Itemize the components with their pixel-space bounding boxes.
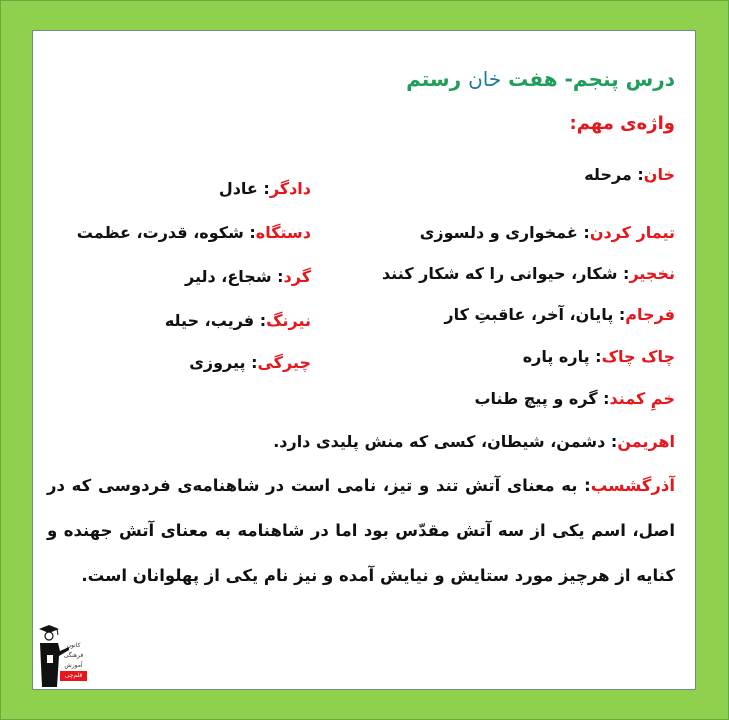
vocab-term: چیرگی <box>257 353 311 372</box>
vocab-definition: : عادل <box>218 179 270 198</box>
logo-line: کانون <box>66 642 81 649</box>
vocab-paragraph <box>47 463 675 598</box>
publisher-logo <box>35 621 87 687</box>
vocab-term: خمِ کمند <box>609 389 675 408</box>
vocab-definition: : پیروزی <box>189 353 258 372</box>
lesson-title <box>406 67 675 91</box>
vocab-term: گرد <box>283 267 311 286</box>
vocabulary-heading: واژه‌ی مهم: <box>569 113 675 134</box>
vocab-term: خان <box>643 165 675 184</box>
vocab-definition: : مرحله <box>584 165 644 184</box>
vocab-definition: : فریب، حیله <box>164 311 267 330</box>
vocab-entry <box>273 432 675 451</box>
vocab-definition: : شجاع، دلیر <box>185 267 284 286</box>
vocab-term: فرجام <box>625 305 675 324</box>
vocab-term: آذرگشسب <box>590 476 675 495</box>
vocab-term: دادگر <box>269 179 311 198</box>
title-accent: خان <box>468 67 502 91</box>
vocab-entry <box>584 165 675 184</box>
vocab-entry <box>444 305 675 324</box>
vocab-entry <box>77 223 311 242</box>
vocab-definition: : پایان، آخر، عاقبتِ کار <box>444 305 626 324</box>
title-part1: درس پنجم- هفت <box>501 67 675 91</box>
vocab-entry <box>382 264 675 283</box>
logo-text <box>60 641 87 681</box>
vocab-definition: : غمخواری و دلسوزی <box>419 223 590 242</box>
vocab-definition: : شکوه، قدرت، عظمت <box>76 223 256 242</box>
vocab-term: تیمار کردن <box>589 223 675 242</box>
vocab-entry <box>185 267 311 286</box>
vocab-definition: : به معنای آتش تند و تیز، نامی است در شاهنامه‌ی فردوسی که در اصل، اسم یکی از سه آتش مقدّس بود اما در شاهنامه به معنای آتش جهنده و کنایه از هرچیز مورد ستایش و نیایش آمده و نیز نام یکی از پهلوانان است. <box>47 476 675 585</box>
vocab-definition: : دشمن، شیطان، کسی که منش پلیدی دارد. <box>273 432 618 451</box>
vocab-entry <box>189 353 311 372</box>
vocab-entry <box>420 223 675 242</box>
vocab-term: اهریمن <box>617 432 675 451</box>
logo-line: قلم‌چی <box>60 671 87 681</box>
vocab-entry <box>523 347 675 366</box>
vocab-term: نیرنگ <box>266 311 311 330</box>
vocab-definition: : شکار، حیوانی را که شکار کنند <box>381 264 630 283</box>
logo-line: فرهنگی <box>63 652 84 659</box>
vocab-entry <box>474 389 675 408</box>
vocab-definition: : گره و پیچ طناب <box>474 389 610 408</box>
vocab-entry <box>165 311 311 330</box>
logo-line: آموزش <box>64 662 83 669</box>
vocab-term: چاک چاک <box>601 347 675 366</box>
vocab-term: دستگاه <box>255 223 311 242</box>
title-part2: رستم <box>406 67 469 91</box>
document-page <box>32 30 696 690</box>
vocab-entry <box>219 179 311 198</box>
vocab-term: نخجیر <box>629 264 675 283</box>
vocab-definition: : پاره پاره <box>522 347 602 366</box>
